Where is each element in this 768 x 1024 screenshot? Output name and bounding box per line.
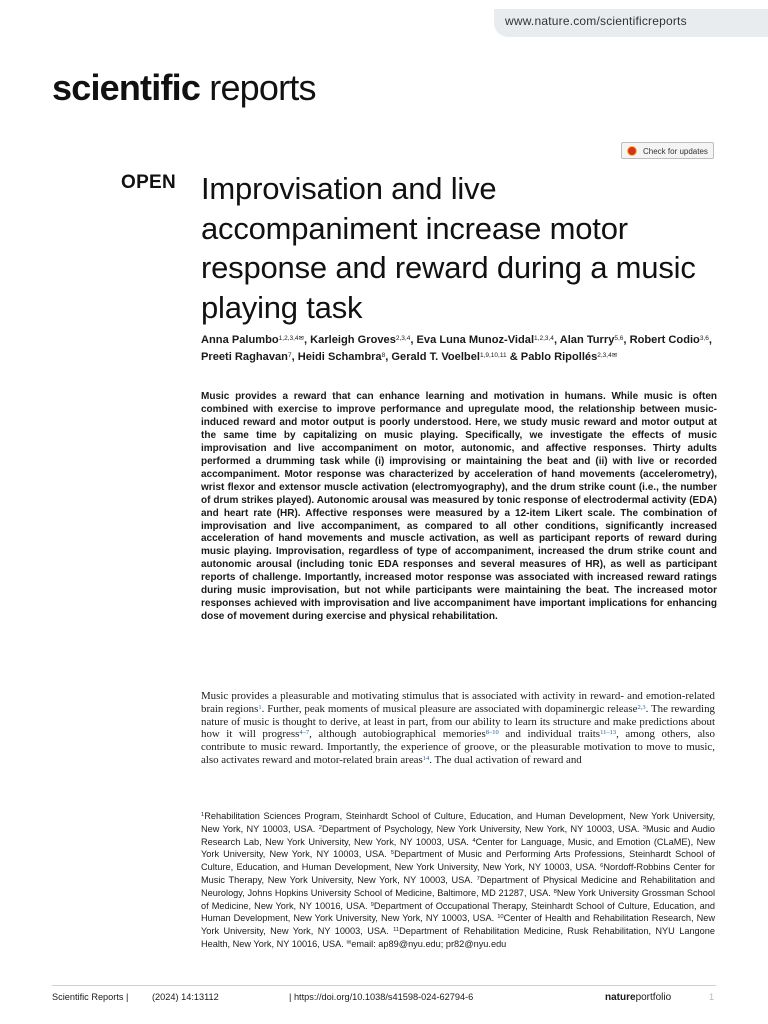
affiliation-number: 8	[553, 888, 557, 895]
body-segment: . The rewarding nature of music is thought to derive, at least in part, from our ability to learn its structure and make predictions about how it will progress	[201, 702, 715, 741]
author-name[interactable]: Karleigh Groves	[310, 334, 396, 346]
masthead-reports: reports	[209, 67, 316, 108]
author-name[interactable]: Anna Palumbo	[201, 334, 279, 346]
author-name[interactable]: Alan Turry	[559, 334, 615, 346]
author-affiliation-marks: 3,6	[699, 335, 709, 342]
author-name[interactable]: Robert Codio	[629, 334, 700, 346]
affiliation-number: 10	[497, 914, 504, 921]
affiliation-number: 2	[318, 824, 322, 831]
affiliation-text: Department of Occupational Therapy, Steinhardt School of Culture, Education, and Human Development, New York University, New York, NY 10003, USA.	[201, 900, 715, 924]
author-affiliation-marks: 8	[381, 351, 386, 359]
masthead-scientific: scientific	[52, 67, 201, 108]
affiliation-text: Rehabilitation Sciences Program, Steinhardt School of Culture, Education, and Human Development, New York University, New York, NY 10003, USA.	[201, 811, 715, 834]
check-for-updates-button[interactable]	[621, 142, 714, 159]
author-separator: ,	[410, 334, 417, 346]
citation-link[interactable]: 14	[422, 754, 430, 762]
footer-volume: (2024) 14:13112	[152, 992, 219, 1002]
affiliation-text: Department of Music and Performing Arts Professions, Steinhardt School of Culture, Education, and Human Development, New York University, New York, NY 10003, USA.	[201, 849, 716, 873]
footer-doi-link[interactable]: | https://doi.org/10.1038/s41598-024-62794-6	[289, 992, 474, 1002]
affiliation-number: ✉	[346, 939, 352, 946]
affiliation-text: Music and Audio Research Lab, New York University, New York, NY 10003, USA.	[201, 823, 715, 847]
author-affiliation-marks: 2,3,4✉	[597, 351, 618, 359]
check-for-updates-label: Check for updates	[643, 147, 708, 156]
author-separator: ,	[291, 350, 298, 363]
affiliation-text: Nordoff-Robbins Center for Music Therapy, New York University, New York, NY 10003, USA.	[201, 862, 715, 885]
journal-url[interactable]: www.nature.com/scientificreports	[505, 14, 687, 28]
author-name[interactable]: Heidi Schambra	[297, 350, 382, 363]
author-name[interactable]: Pablo Ripollés	[520, 350, 598, 363]
footer-journal: Scientific Reports |	[52, 992, 129, 1002]
citation-link[interactable]: 1	[258, 703, 262, 711]
page-number: 1	[709, 992, 715, 1002]
body-segment: , among others, also contribute to music reward. Importantly, the experience of groove, or the pleasurable motivation to move to music, also activates reward and motor-related brain areas	[201, 728, 715, 766]
author-separator: ,	[553, 334, 560, 346]
author-affiliation-marks: 1,2,3,4	[534, 335, 554, 342]
updates-icon	[627, 146, 637, 156]
affiliation-text: Department of Psychology, New York University, New York, NY 10003, USA.	[321, 823, 643, 834]
author-name[interactable]: Eva Luna Munoz-Vidal	[416, 334, 535, 346]
affiliation-text: Department of Physical Medicine and Rehabilitation and Neurology, Johns Hopkins University School of Medicine, Baltimore, MD 21287, USA.	[201, 874, 715, 898]
affiliation-text: email: ap89@nyu.edu; pr82@nyu.edu	[351, 938, 507, 949]
article-title: Improvisation and live accompaniment increase motor response and reward during a music playing task	[201, 171, 696, 325]
affiliation-number: 6	[600, 863, 604, 870]
author-separator: ,	[708, 334, 712, 346]
citation-link[interactable]: 11–13	[600, 729, 617, 737]
affiliation-text: Center of Health and Rehabilitation Research, New York University, New York, NY 10003, USA.	[201, 913, 715, 937]
footer-divider	[52, 985, 716, 986]
author-separator: ,	[304, 334, 311, 346]
open-access-label: OPEN	[121, 172, 177, 193]
affiliation-text: Center for Language, Music, and Emotion (CLaME), New York University, New York, NY 10003, USA.	[201, 836, 716, 860]
introduction-text	[201, 690, 715, 767]
affiliation-number: 4	[472, 837, 476, 844]
body-segment: . Further, peak moments of musical pleasure are associated with dopaminergic release	[261, 702, 638, 715]
author-affiliation-marks: 2,3,4	[395, 335, 411, 342]
journal-masthead[interactable]	[52, 66, 316, 110]
body-segment: , although autobiographical memories	[309, 728, 486, 741]
author-affiliation-marks: 7	[287, 351, 292, 359]
citation-link[interactable]: 2,3	[637, 703, 646, 711]
affiliation-number: 3	[642, 824, 646, 831]
author-name[interactable]: Preeti Raghavan	[201, 350, 288, 363]
author-separator: ,	[385, 350, 392, 363]
affiliation-number: 11	[393, 927, 400, 934]
author-separator: &	[506, 350, 521, 363]
author-name[interactable]: Gerald T. Voelbel	[391, 350, 480, 363]
affiliations	[201, 810, 715, 951]
abstract: Music provides a reward that can enhance learning and motivation in humans. While music is often combined with exercise to improve performance and upregulate mood, the relationship between music-induced reward and motor output is poorly understood. Here, we study music reward and motor output at the same time by capitalizing on music playing. Specifically, we investigate the effects of music improvisation and live accompaniment on motor, autonomic, and affective responses. Thirty adults performed a drumming task while (i) improvising or maintaining the beat and (ii) with live or recorded accompaniment. Motor response was characterized by acceleration of hand movements (accelerometry), wrist flexor and extensor muscle activation (electromyography), and the drum strike count (i.e., the number of drum strikes played). Autonomic arousal was measured by tonic response of electrodermal activity (EDA) and heart rate (HR). Affective responses were measured by a 12-item Likert scale. The combination of improvisation and live accompaniment, as compared to all other conditions, significantly increased acceleration of hand movements and muscle activation, as well as participant reports of reward during music playing. Improvisation, regardless of type of accompaniment, increased the drum strike count and autonomic arousal (including tonic EDA responses and several measures of HR), as well as participant reports of challenge. Importantly, increased motor response was associated with increased reward ratings during music improvisation, but not while participants were maintaining the beat. The increased motor responses achieved with improvisation and live accompaniment have important implications for enhancing dose of movement during exercise and physical rehabilitation.	[201, 391, 717, 623]
citation-link[interactable]: 4–7	[299, 729, 310, 737]
author-affiliation-marks: 1,2,3,4✉	[278, 335, 304, 342]
affiliation-number: 5	[390, 850, 395, 857]
author-separator: ,	[623, 334, 630, 346]
brand-portfolio: portfolio	[635, 992, 672, 1003]
affiliation-text: New York University Grossman School of Medicine, New York, NY 10016, USA.	[201, 887, 715, 911]
citation-link[interactable]: 8–10	[485, 729, 499, 737]
body-segment: . The dual activation of reward and	[429, 753, 582, 766]
brand-nature: nature	[605, 992, 636, 1003]
body-segment: and individual traits	[498, 728, 601, 741]
affiliation-number: 7	[476, 875, 480, 882]
author-affiliation-marks: 5,6	[614, 335, 624, 342]
affiliation-text: Department of Rehabilitation Medicine, Rusk Rehabilitation, NYU Langone Health, New York, NY 10016, USA.	[201, 926, 715, 949]
author-list	[201, 332, 721, 365]
nature-portfolio-logo	[605, 992, 671, 1003]
affiliation-number: 9	[370, 901, 374, 908]
body-segment: Music provides a pleasurable and motivating stimulus that is associated with activity in reward- and emotion-related brain regions	[201, 690, 715, 715]
author-affiliation-marks: 1,9,10,11	[479, 351, 507, 359]
affiliation-number: 1	[201, 812, 205, 818]
